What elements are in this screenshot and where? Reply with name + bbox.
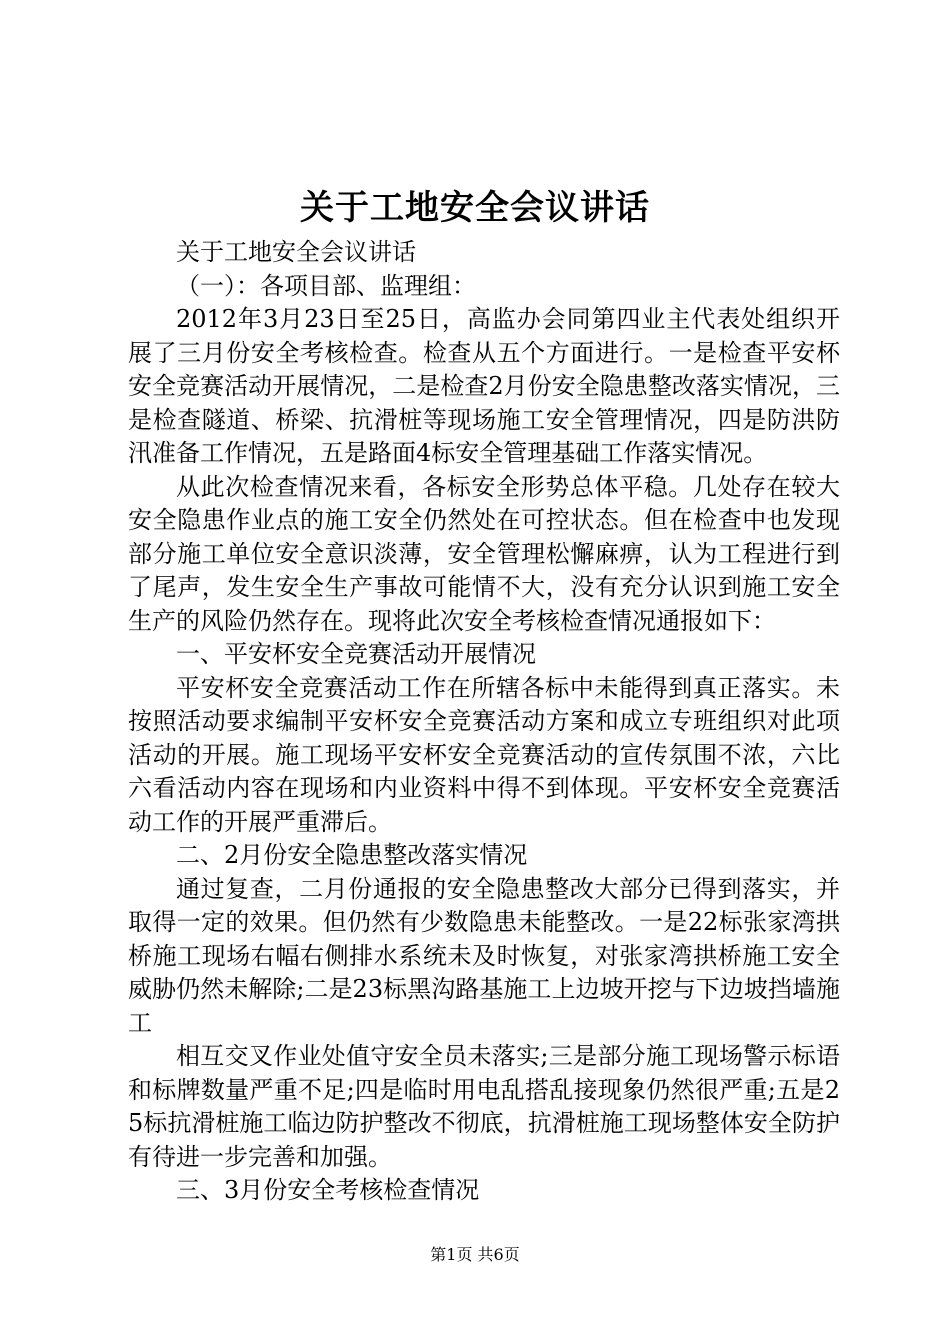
section-heading-1: 一、平安杯安全竞赛活动开展情况 bbox=[176, 640, 536, 668]
paragraph-salutation: （一）：各项目部、监理组： bbox=[176, 271, 476, 300]
paragraph-section-2a: 通过复查，二月份通报的安全隐患整改大部分已得到落实，并取得一定的效果。但仍然有少数隐患未能整改。一是22标张家湾拱桥施工现场右幅右侧排水系统未及时恢复，对张家湾拱桥施工安全威胁仍然未解除;二是23标黑沟路基施工上边坡开挖与下边坡挡墙施工 bbox=[128, 874, 840, 1037]
paragraph-section-1: 平安杯安全竞赛活动工作在所辖各标中未能得到真正落实。未按照活动要求编制平安杯安全竞赛活动方案和成立专班组织对此项活动的开展。施工现场平安杯安全竞赛活动的宣传氛围不浓，六比六看活动内容在现场和内业资料中得不到体现。平安杯安全竞赛活动工作的开展严重滞后。 bbox=[128, 673, 840, 836]
paragraph-heading: 关于工地安全会议讲话 bbox=[176, 238, 416, 266]
document-body bbox=[128, 236, 840, 1208]
section-heading-3: 三、3月份安全考核检查情况 bbox=[176, 1176, 480, 1204]
page-footer: 第1页 共6页 bbox=[430, 1245, 520, 1264]
document-title: 关于工地安全会议讲话 bbox=[300, 188, 650, 228]
section-heading-2: 二、2月份安全隐患整改落实情况 bbox=[176, 841, 528, 869]
paragraph-summary: 从此次检查情况来看，各标安全形势总体平稳。几处存在较大安全隐患作业点的施工安全仍然处在可控状态。但在检查中也发现部分施工单位安全意识淡薄，安全管理松懈麻痹，认为工程进行到了尾声，发生安全生产事故可能情不大，没有充分认识到施工安全生产的风险仍然存在。现将此次安全考核检查情况通报如下： bbox=[128, 472, 840, 635]
paragraph-intro: 2012年3月23日至25日，高监办会同第四业主代表处组织开展了三月份安全考核检查。检查从五个方面进行。一是检查平安杯安全竞赛活动开展情况，二是检查2月份安全隐患整改落实情况，三是检查隧道、桥梁、抗滑桩等现场施工安全管理情况，四是防洪防汛准备工作情况，五是路面4标安全管理基础工作落实情况。 bbox=[128, 305, 840, 467]
paragraph-section-2b: 相互交叉作业处值守安全员未落实;三是部分施工现场警示标语和标牌数量严重不足;四是临时用电乱搭乱接现象仍然很严重;五是25标抗滑桩施工临边防护整改不彻底，抗滑桩施工现场整体安全防护有待进一步完善和加强。 bbox=[128, 1042, 840, 1171]
